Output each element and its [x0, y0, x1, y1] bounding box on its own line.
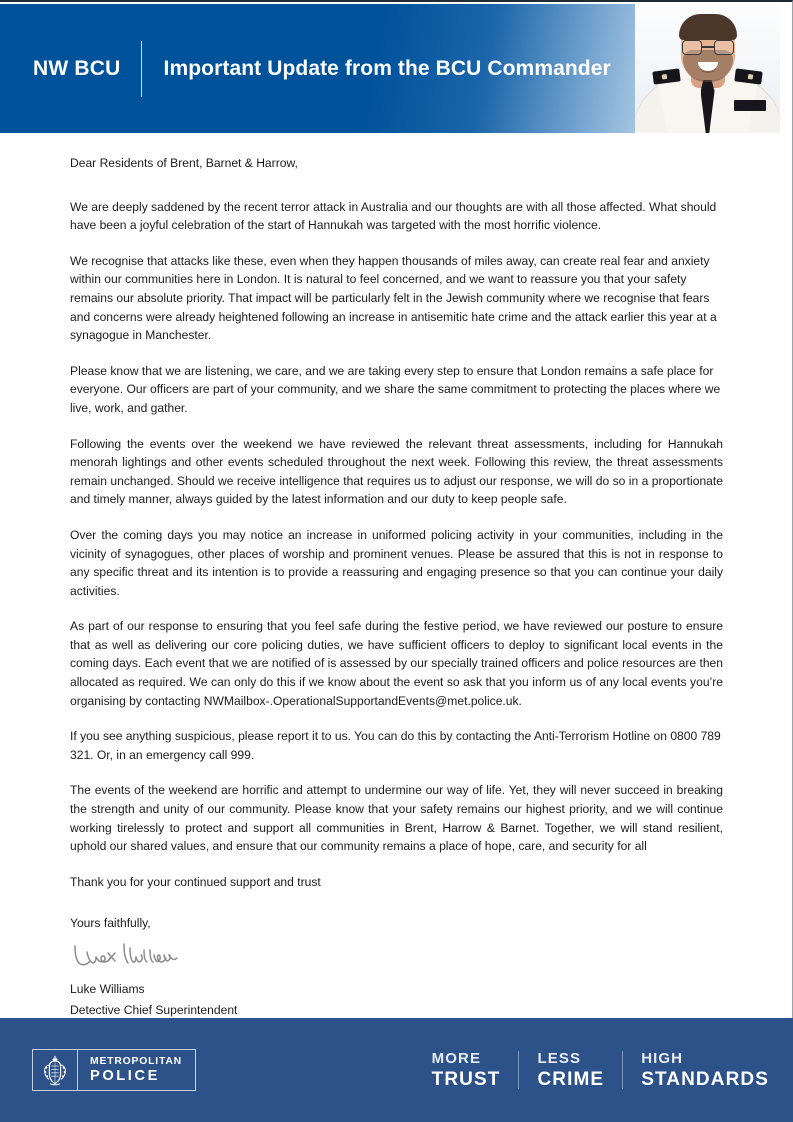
hair	[679, 14, 737, 40]
page-title: Important Update from the BCU Commander	[163, 56, 611, 80]
signer-name: Luke Williams	[70, 982, 145, 996]
commander-photo	[635, 4, 780, 133]
slogan-line2: TRUST	[431, 1069, 501, 1090]
paragraph-4: Following the events over the weekend we have reviewed the relevant threat assessments, including for Hannukah menorah lightings and other events scheduled throughout the next week. Following this review, the threat assessments remain unchanged. Should we receive intelligence that requires us to adjust our response, we will do so in a proportionate and timely manner, always guided by the latest information and our duty to keep people safe.	[70, 436, 723, 507]
thanks-line: Thank you for your continued support and trust	[70, 874, 321, 889]
met-logo-wordmark	[78, 1050, 195, 1090]
lens-left	[682, 40, 702, 55]
paragraph-7: If you see anything suspicious, please report it to us. You can do this by contacting the Anti-Terrorism Hotline on 0800 789 321. Or, in an emergency call 999.	[70, 729, 721, 762]
paragraph-3: Please know that we are listening, we care, and we are taking every step to ensure that London remains a safe place for everyone. Our officers are part of your community, and we share the same commitment to protecting the places where we live, work, and gather.	[70, 363, 721, 415]
paragraph-1: We are deeply saddened by the recent terror attack in Australia and our thoughts are with all those affected. What should have been a joyful celebration of the start of Hannukah was targeted with the most horrific violence.	[70, 199, 717, 233]
glasses-bridge	[702, 46, 714, 48]
metropolitan-police-logo	[32, 1049, 196, 1091]
page-footer	[0, 1018, 793, 1122]
signer-rank: Detective Chief Superintendent	[70, 1003, 238, 1017]
paragraph-2: We recognise that attacks like these, even when they happen thousands of miles away, can create real fear and anxiety within our communities here in London. It is natural to feel concerned, and we want to reassure you that your safety remains our absolute priority. That impact will be particularly felt in the Jewish community where we recognise that fears and concerns were already heightened following an increase in antisemitic hate crime and the attack earlier this year at a synagogue in Manchester.	[70, 253, 717, 343]
signature-image	[72, 939, 182, 975]
slogan-line2: STANDARDS	[641, 1069, 769, 1090]
bcu-brand-label: NW BCU	[33, 56, 121, 80]
paragraph-5: Over the coming days you may notice an increase in uniformed policing activity in your communities, including in the vicinity of synagogues, other places of worship and prominent venues. Please be assured that this is not in response to any specific threat and its intention is to provide a reassuring and engaging presence so that you can continue your daily activities.	[70, 527, 723, 598]
paragraph-8: The events of the weekend are horrific and attempt to undermine our way of life. Yet, they will never succeed in breaking the strength and unity of our community. Please know that your safety remains our highest priority, and we will continue working tirelessly to protect and support all communities in Brent, Harrow & Barnet. Together, we will stand resilient, uphold our shared values, and ensure that our community remains a place of hope, care, and security for all	[70, 783, 723, 854]
rank-pip	[662, 74, 668, 80]
page-header	[0, 4, 780, 133]
slogan-line2: CRIME	[537, 1069, 605, 1090]
paragraph-6: As part of our response to ensuring that you feel safe during the festive period, we have reviewed our posture to ensure that as well as delivering our core policing duties, we have sufficient officers to deploy to significant local events in the coming days. Each event that we are notified of is assessed by our specially trained officers and police resources are then allocated as required. We can only do this if we know about the event so ask that you inform us of any local events you’re organising by contacting NWMailbox-.OperationalSupportandEvents@met.police.uk.	[70, 619, 723, 708]
rank-pip	[748, 74, 754, 80]
signoff-line: Yours faithfully,	[70, 916, 151, 931]
slogan-less-crime	[518, 1051, 622, 1089]
met-logo-line1: METROPOLITAN	[90, 1055, 182, 1067]
slogan-high-standards	[622, 1051, 769, 1089]
slogan-line1: MORE	[431, 1050, 482, 1067]
slogan-line1: HIGH	[641, 1050, 684, 1067]
footer-slogans	[432, 1051, 769, 1089]
met-logo-line2: POLICE	[90, 1067, 160, 1084]
slogan-more-trust	[432, 1051, 519, 1089]
letter-body	[70, 154, 723, 1045]
police-crest-icon	[33, 1050, 78, 1090]
header-divider	[141, 41, 142, 97]
slogan-line1: LESS	[537, 1050, 582, 1067]
salutation: Dear Residents of Brent, Barnet & Harrow,	[70, 156, 298, 170]
name-badge	[734, 100, 766, 111]
glasses-icon	[682, 40, 734, 55]
lens-right	[714, 40, 734, 55]
